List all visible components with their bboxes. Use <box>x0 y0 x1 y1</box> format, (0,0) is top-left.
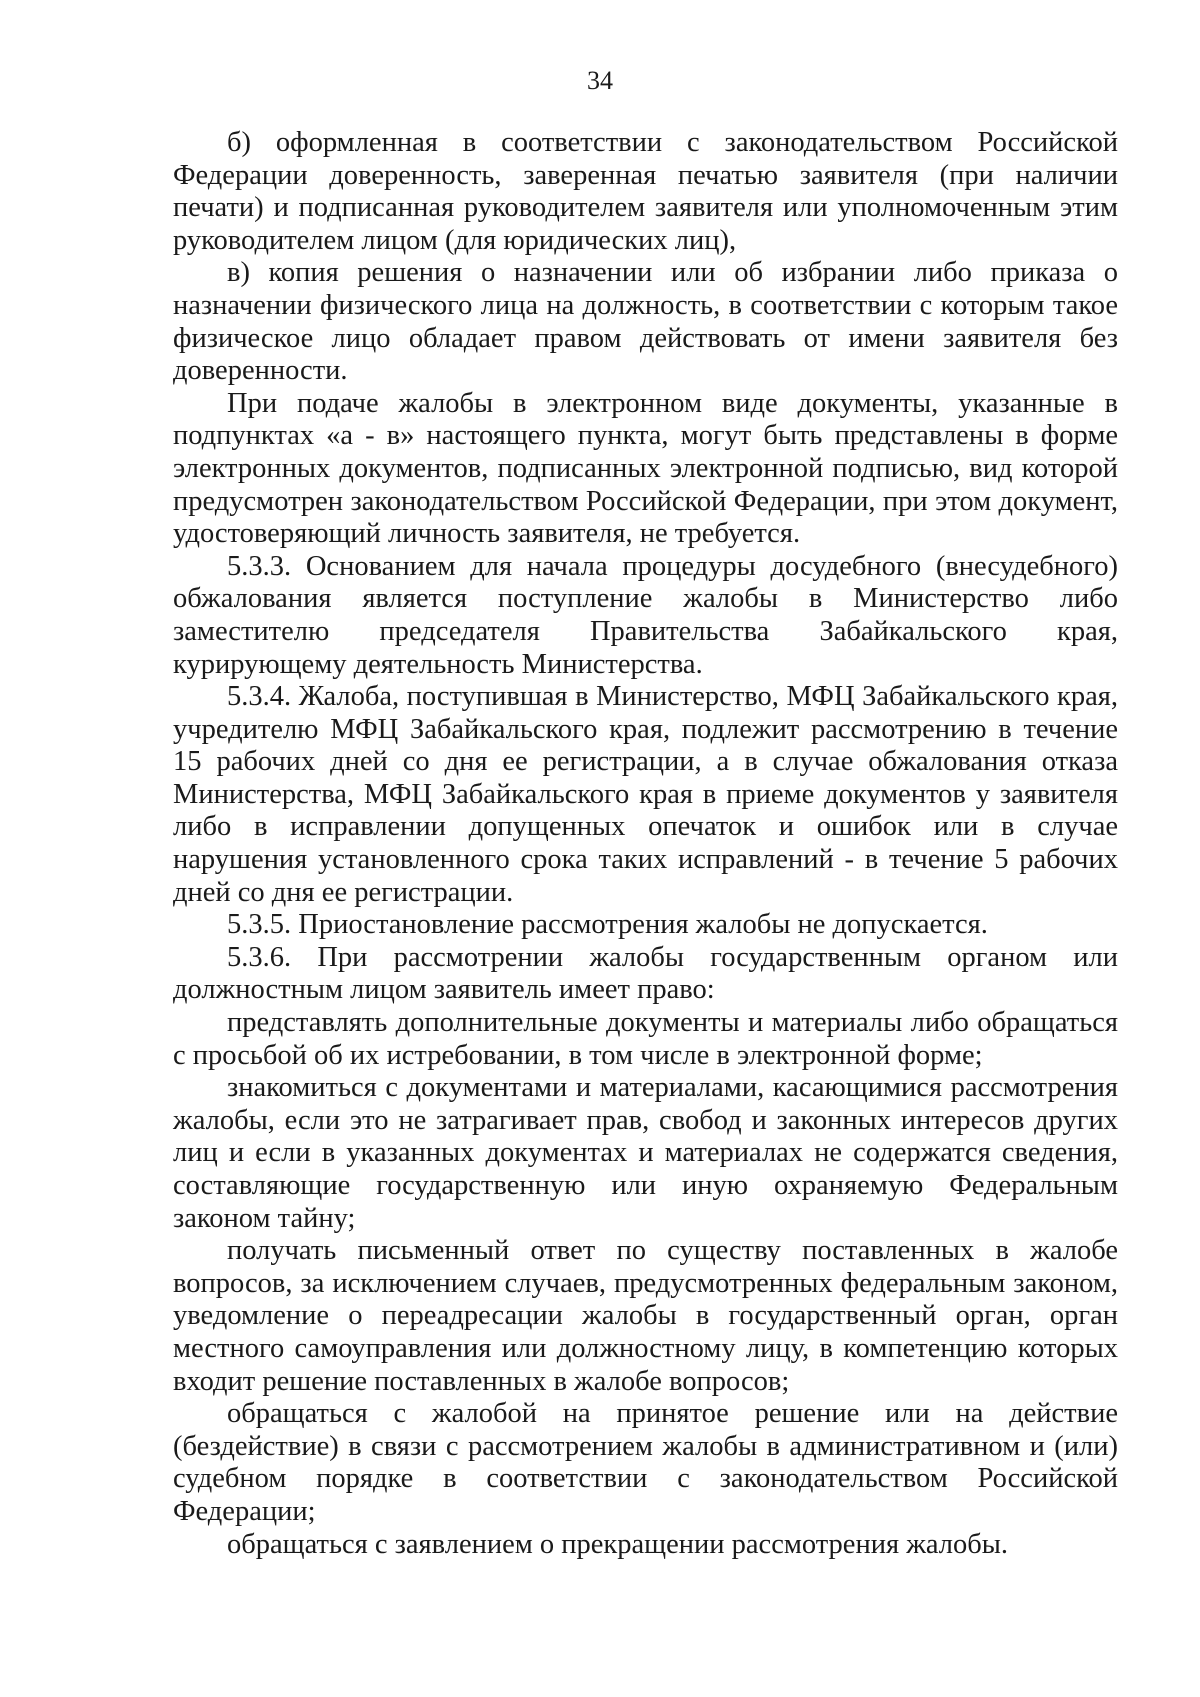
paragraph-right-submit-documents: представлять дополнительные документы и материалы либо обращаться с просьбой об их истребовании, в том числе в электронной форме; <box>173 1007 1118 1071</box>
paragraph-right-appeal-decision: обращаться с жалобой на принятое решение или на действие (бездействие) в связи с рассмотрением жалобы в административном и (или) судебном порядке в соответствии с законодательством Российской Федерации; <box>173 1398 1118 1527</box>
paragraph-5-3-3: 5.3.3. Основанием для начала процедуры досудебного (внесудебного) обжалования является поступление жалобы в Министерство либо заместителю председателя Правительства Забайкальского края, курирующему деятельность Министерства. <box>173 550 1118 680</box>
paragraph-5-3-4: 5.3.4. Жалоба, поступившая в Министерство, МФЦ Забайкальского края, учредителю МФЦ Забайкальского края, подлежит рассмотрению в течение 15 рабочих дней со дня ее регистрации, а в случае обжалования отказа Министерства, МФЦ Забайкальского края в приеме документов у заявителя либо в исправлении допущенных опечаток и ошибок или в случае нарушения установленного срока таких исправлений - в течение 5 рабочих дней со дня ее регистрации. <box>173 681 1118 908</box>
page-number: 34 <box>587 66 613 95</box>
paragraph-v-appointment-copy: в) копия решения о назначении или об избрании либо приказа о назначении физического лица на должность, в соответствии с которым такое физическое лицо обладает правом действовать от имени заявителя без доверенности. <box>173 257 1118 387</box>
paragraph-right-withdraw-complaint: обращаться с заявлением о прекращении рассмотрения жалобы. <box>227 1528 1009 1560</box>
paragraph-5-3-5: 5.3.5. Приостановление рассмотрения жалобы не допускается. <box>227 909 988 941</box>
paragraph-5-3-6: 5.3.6. При рассмотрении жалобы государственным органом или должностным лицом заявитель имеет право: <box>173 941 1118 1006</box>
paragraph-right-written-answer: получать письменный ответ по существу поставленных в жалобе вопросов, за исключением случаев, предусмотренных федеральным законом, уведомление о переадресации жалобы в государственный орган, орган местного самоуправления или должностному лицу, в компетенцию которых входит решение поставленных в жалобе вопросов; <box>173 1235 1118 1397</box>
paragraph-electronic-submission: При подаче жалобы в электронном виде документы, указанные в подпунктах «а - в» настоящего пункта, могут быть представлены в форме электронных документов, подписанных электронной подписью, вид которой предусмотрен законодательством Российской Федерации, при этом документ, удостоверяющий личность заявителя, не требуется. <box>173 387 1118 550</box>
paragraph-b-power-of-attorney: б) оформленная в соответствии с законодательством Российской Федерации доверенность, заверенная печатью заявителя (при наличии печати) и подписанная руководителем заявителя или уполномоченным этим руководителем лицом (для юридических лиц), <box>173 127 1118 256</box>
paragraph-right-review-materials: знакомиться с документами и материалами, касающимися рассмотрения жалобы, если это не затрагивает прав, свобод и законных интересов других лиц и если в указанных документах и материалах не содержатся сведения, составляющие государственную или иную охраняемую Федеральным законом тайну; <box>173 1072 1118 1234</box>
document-body <box>173 127 1118 1561</box>
